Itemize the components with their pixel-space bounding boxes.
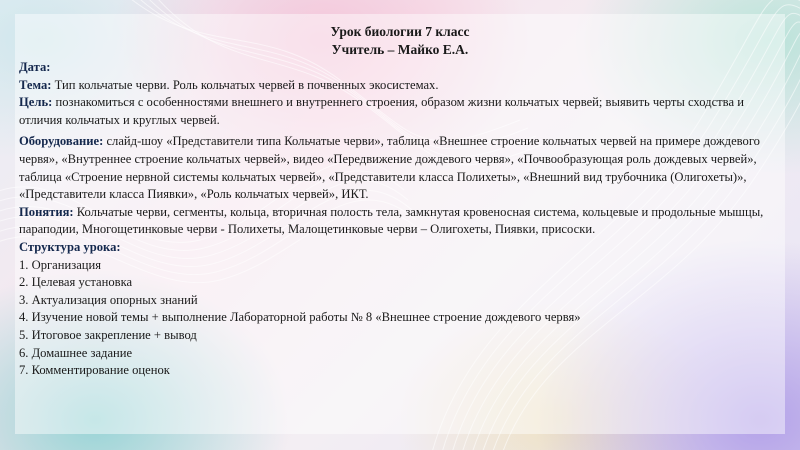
concepts-paragraph	[19, 204, 783, 239]
structure-item: 4. Изучение новой темы + выполнение Лабораторной работы № 8 «Внешнее строение дождевого червя»	[19, 310, 581, 325]
lesson-title: Урок биологии 7 класс	[330, 24, 470, 39]
structure-title: Структура урока:	[19, 239, 121, 254]
structure-item: 7. Комментирование оценок	[19, 363, 170, 378]
structure-item: 5. Итоговое закрепление + вывод	[19, 327, 197, 342]
goal-text: познакомиться с особенностями внешнего и внутреннего строения, образом жизни кольчатых червей; выявить черты сходства и отличия кольчатых и круглых червей.	[19, 95, 744, 127]
concepts-label: Понятия:	[19, 204, 74, 219]
goal-label: Цель:	[19, 95, 53, 110]
equipment-label: Оборудование:	[19, 134, 104, 149]
concepts-text: Кольчатые черви, сегменты, кольца, вторичная полость тела, замкнутая кровеносная система, кольцевые и продольные мышцы, параподии, Многощетинковые черви - Полихеты, Малощетинковые черви – Олигохеты, Пиявки, присоски.	[19, 204, 764, 237]
structure-item: 3. Актуализация опорных знаний	[19, 292, 198, 307]
teacher-name: Учитель – Майко Е.А.	[331, 42, 469, 57]
structure-item: 6. Домашнее задание	[19, 345, 133, 360]
date-label: Дата:	[19, 60, 51, 74]
topic-text: Тип кольчатые черви. Роль кольчатых червей в почвенных экосистемах.	[51, 77, 439, 92]
date-line	[19, 59, 783, 77]
structure-item: 2. Целевая установка	[19, 275, 133, 290]
topic-line	[19, 77, 783, 95]
equipment-text: слайд-шоу «Представители типа Кольчатые черви», таблица «Внешнее строение кольчатых червей на примере дождевого червя», «Внутреннее строение кольчатых червей», видео «Передвижение дождевого червя», «Почвообразующая роль дождевых червей», таблица «Строение нервной системы кольчатых червей», «Представители класса Полихеты», «Внешний вид трубочника (Олигохеты)», «Представители класса Пиявки», «Роль кольчатых червей», ИКТ.	[19, 134, 760, 202]
equipment-paragraph	[19, 133, 783, 203]
structure-item: 1. Организация	[19, 257, 102, 272]
goal-paragraph	[19, 94, 783, 129]
topic-label: Тема:	[19, 77, 52, 92]
lesson-plan-body	[19, 59, 783, 380]
